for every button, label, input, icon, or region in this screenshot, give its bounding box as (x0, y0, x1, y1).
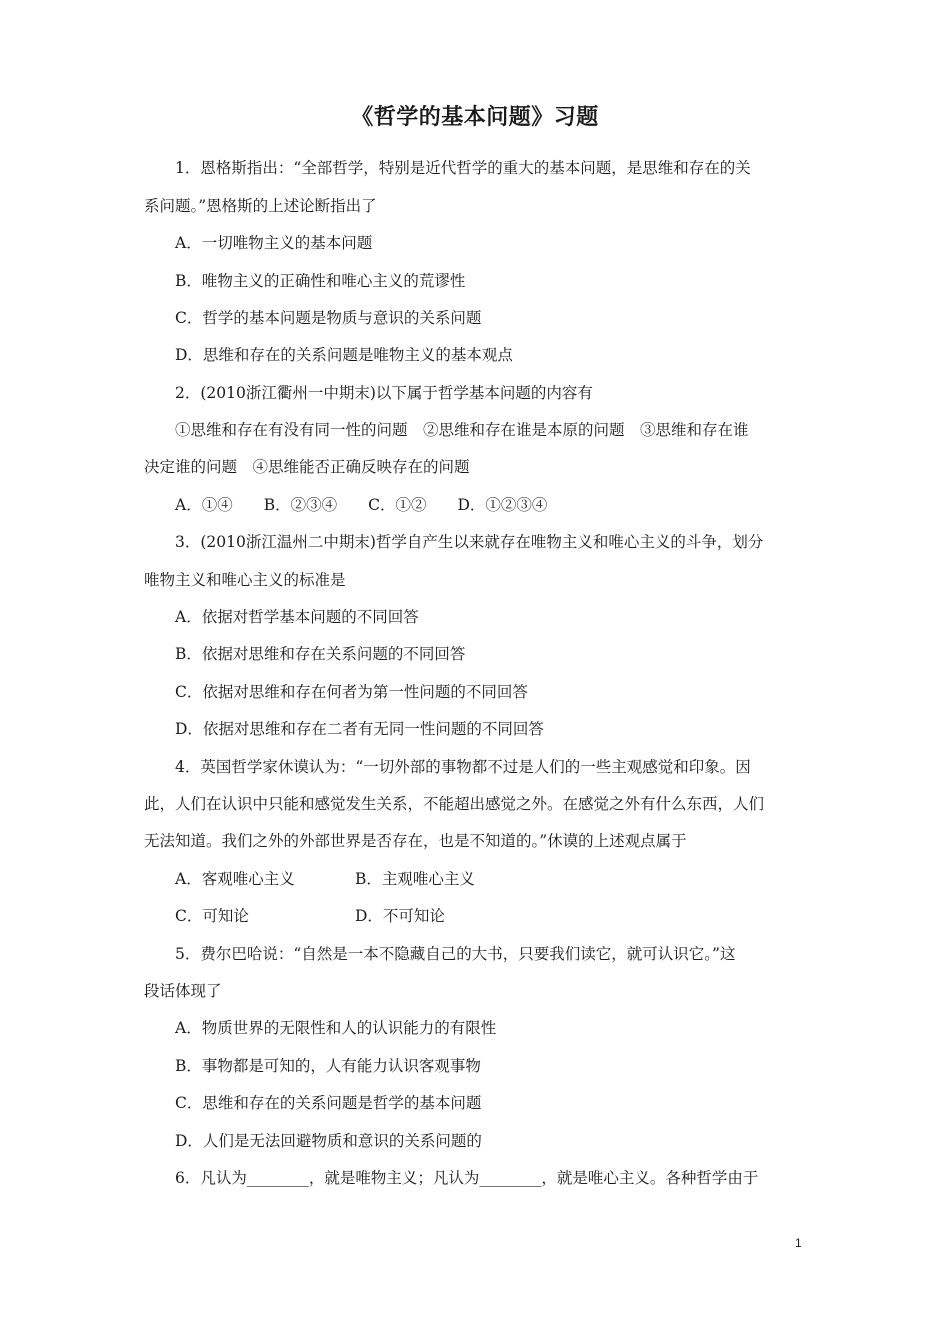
page-title: 《哲学的基本问题》习题 (351, 105, 599, 130)
q4-option-b: B．主观唯心主义 (355, 870, 475, 888)
q1-option-a: A．一切唯物主义的基本问题 (175, 234, 373, 252)
q1-option-c: C．哲学的基本问题是物质与意识的关系问题 (175, 309, 482, 327)
q2-items-line-1: ①思维和存在有没有同一性的问题 ②思维和存在谁是本原的问题 ③思维和存在谁 (175, 421, 749, 439)
q4-option-c: C．可知论 (175, 907, 249, 925)
q1-option-d: D．思维和存在的关系问题是唯物主义的基本观点 (175, 346, 513, 364)
q4-stem-line-2: 此，人们在认识中只能和感觉发生关系，不能超出感觉之外。在感觉之外有什么东西，人们 (144, 795, 765, 813)
q6-stem-line-1: 6．凡认为________，就是唯物主义；凡认为________，就是唯心主义。各种哲学由于 (175, 1169, 759, 1187)
q3-option-c: C．依据对思维和存在何者为第一性问题的不同回答 (175, 683, 528, 701)
q3-option-d: D．依据对思维和存在二者有无同一性问题的不同回答 (175, 720, 544, 738)
page-number: 1 (795, 1236, 802, 1250)
q1-option-b: B．唯物主义的正确性和唯心主义的荒谬性 (175, 272, 466, 290)
q2-options: A．①④ B．②③④ C．①② D．①②③④ (175, 496, 548, 514)
q5-option-d: D．人们是无法回避物质和意识的关系问题的 (175, 1132, 482, 1150)
q5-option-c: C．思维和存在的关系问题是哲学的基本问题 (175, 1094, 482, 1112)
q4-options-row-2 (175, 906, 855, 926)
q2-stem-line-1: 2．(2010浙江衢州一中期末)以下属于哲学基本问题的内容有 (175, 384, 593, 402)
q5-option-a: A．物质世界的无限性和人的认识能力的有限性 (175, 1019, 497, 1037)
q2-items-line-2: 决定谁的问题 ④思维能否正确反映存在的问题 (144, 458, 470, 476)
q3-stem-line-1: 3．(2010浙江温州二中期末)哲学自产生以来就存在唯物主义和唯心主义的斗争，划分 (175, 533, 764, 551)
q3-option-b: B．依据对思维和存在关系问题的不同回答 (175, 645, 466, 663)
q4-stem-line-3: 无法知道。我们之外的外部世界是否存在，也是不知道的。”休谟的上述观点属于 (144, 832, 687, 850)
q4-option-d: D．不可知论 (355, 907, 445, 925)
q4-option-a: A．客观唯心主义 (175, 870, 295, 888)
q5-stem-line-2: 段话体现了 (144, 982, 222, 1000)
q1-stem-line-2: 系问题。”恩格斯的上述论断指出了 (144, 197, 377, 215)
q3-option-a: A．依据对哲学基本问题的不同回答 (175, 608, 419, 626)
q5-stem-line-1: 5．费尔巴哈说：“自然是一本不隐藏自己的大书，只要我们读它，就可认识它。”这 (175, 945, 736, 963)
q4-options-row-1 (175, 869, 855, 889)
q4-stem-line-1: 4．英国哲学家休谟认为：“一切外部的事物都不过是人们的一些主观感觉和印象。因 (175, 758, 751, 776)
q3-stem-line-2: 唯物主义和唯心主义的标准是 (144, 571, 346, 589)
q5-option-b: B．事物都是可知的，人有能力认识客观事物 (175, 1057, 481, 1075)
q1-stem-line-1: 1．恩格斯指出：“全部哲学，特别是近代哲学的重大的基本问题，是思维和存在的关 (175, 159, 751, 177)
